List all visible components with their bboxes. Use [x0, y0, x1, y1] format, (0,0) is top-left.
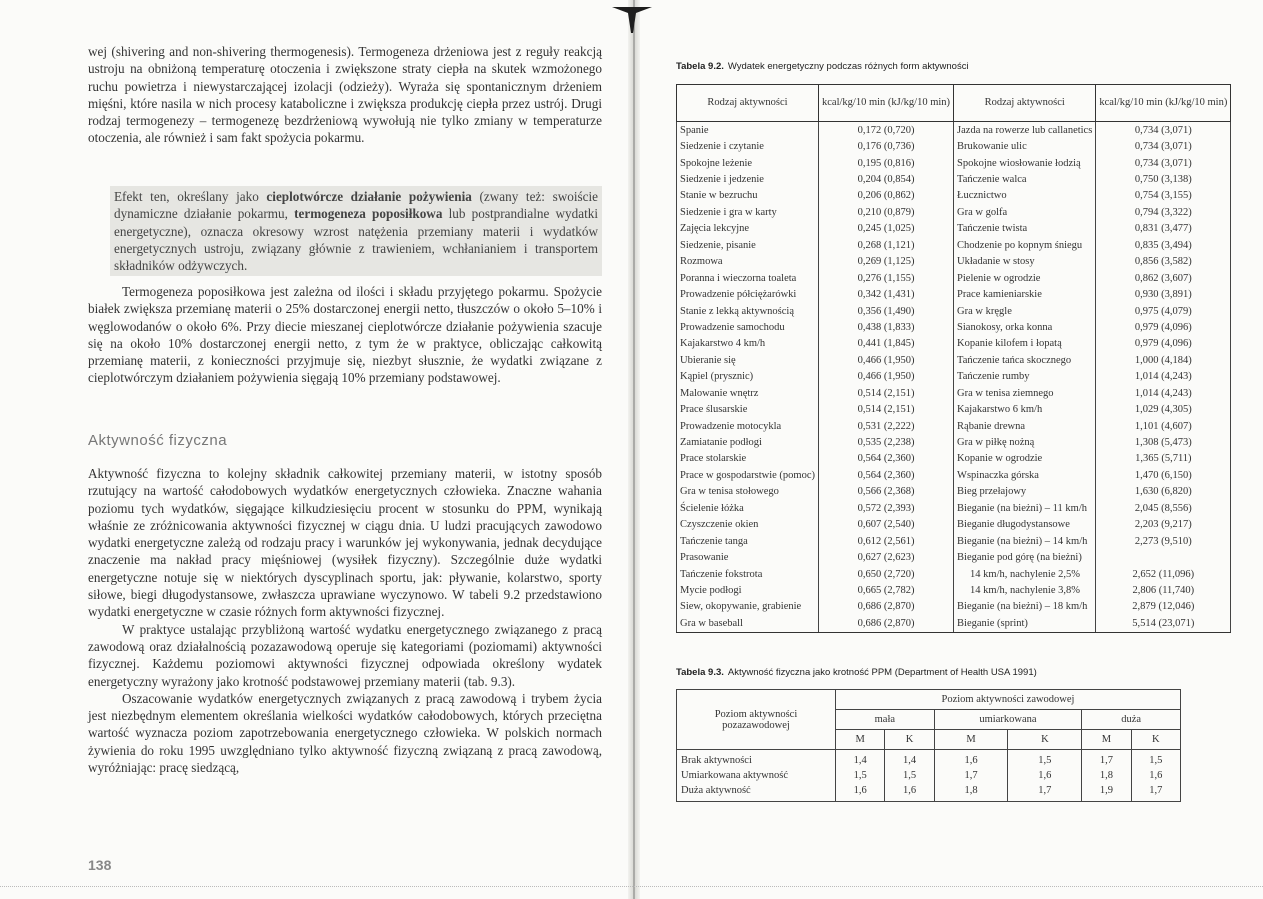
- value-cell: 0,438 (1,833): [819, 319, 954, 335]
- value-cell: 1,014 (4,243): [1096, 385, 1231, 401]
- box-text-3: lub postprandialne wydatki energetyczne), oznacza okresowy wzrost natężenia przemiany materii i wydatków energetycznych ustroju, związany głównie z trawieniem, wchłanianiem i transportem składników odżywczych.: [114, 206, 598, 274]
- table-row: [677, 401, 1231, 417]
- header-activity-right: Rodzaj aktywności: [954, 85, 1096, 122]
- activity-cell: Malowanie wnętrz: [677, 385, 819, 401]
- table-row: [677, 171, 1231, 187]
- activity-cell: Stanie w bezruchu: [677, 188, 819, 204]
- box-bold-1: cieplotwórcze działanie pożywienia: [266, 189, 472, 204]
- value-cell: 0,856 (3,582): [1096, 254, 1231, 270]
- highlight-box: [110, 186, 602, 276]
- activity-cell: Sianokosy, orka konna: [954, 319, 1096, 335]
- table-row: [677, 286, 1231, 302]
- header-value-left: kcal/kg/10 min (kJ/kg/10 min): [819, 85, 954, 122]
- value-cell: 0,627 (2,623): [819, 549, 954, 565]
- multiplier-cell: 1,7: [1008, 783, 1082, 802]
- sex-header: K: [1131, 730, 1180, 750]
- multiplier-cell: 1,5: [885, 768, 934, 783]
- value-cell: 0,650 (2,720): [819, 566, 954, 582]
- activity-cell: Bieganie długodystansowe: [954, 517, 1096, 533]
- value-cell: 0,195 (0,816): [819, 155, 954, 171]
- value-cell: 2,652 (11,096): [1096, 566, 1231, 582]
- value-cell: 2,806 (11,740): [1096, 582, 1231, 598]
- activity-cell: Kajakarstwo 4 km/h: [677, 336, 819, 352]
- activity-cell: Tańczenie tańca skocznego: [954, 352, 1096, 368]
- value-cell: 0,206 (0,862): [819, 188, 954, 204]
- multiplier-cell: 1,6: [1131, 768, 1180, 783]
- activity-cell: Tańczenie twista: [954, 221, 1096, 237]
- table-row: [677, 270, 1231, 286]
- table-9-2-title: Wydatek energetyczny podczas różnych form aktywności: [727, 61, 969, 72]
- table-row: [677, 336, 1231, 352]
- paragraph-activity: [88, 465, 602, 776]
- value-cell: 0,794 (3,322): [1096, 204, 1231, 220]
- header-value-right: kcal/kg/10 min (kJ/kg/10 min): [1096, 85, 1231, 122]
- activity-cell: Ubieranie się: [677, 352, 819, 368]
- value-cell: 0,975 (4,079): [1096, 303, 1231, 319]
- activity-cell: Spokojne wiosłowanie łodzią: [954, 155, 1096, 171]
- activity-cell: Prowadzenie motocykla: [677, 418, 819, 434]
- multiplier-cell: 1,9: [1082, 783, 1131, 802]
- activity-cell: Prasowanie: [677, 549, 819, 565]
- table-row: [677, 549, 1231, 565]
- value-cell: 0,342 (1,431): [819, 286, 954, 302]
- value-cell: 0,862 (3,607): [1096, 270, 1231, 286]
- value-cell: 2,045 (8,556): [1096, 500, 1231, 516]
- activity-cell: Rozmowa: [677, 254, 819, 270]
- activity-cell: Spokojne leżenie: [677, 155, 819, 171]
- activity-cell: Kąpiel (prysznic): [677, 369, 819, 385]
- table-row: [677, 188, 1231, 204]
- value-cell: 2,879 (12,046): [1096, 599, 1231, 615]
- paragraph-3: Aktywność fizyczna to kolejny składnik całkowitej przemiany materii, w istotny sposób rzutujący na wartość całodobowych wydatków energetycznych człowieka. Znaczne wahania poziomu tych wydatków, sięgające kilkudziesięciu procent w stosunku do PPM, wynikają właśnie ze zróżnicowania aktywności fizycznej w ciągu dnia. U ludzi pracujących zawodowo wydatki energetyczne zależą od rodzaju pracy i warunków jej wykonywania, jednak decydujące znaczenie ma nakład pracy mięśniowej (wysiłek fizyczny). Szczególnie duże wydatki energetyczne notuje się w niektórych dyscyplinach sportu, jak: pływanie, kolarstwo, sporty siłowe, biegi długodystansowe, zwłaszcza uprawiane wyczynowo. W tabeli 9.2 przedstawiono wydatki energetyczne w czasie różnych form aktywności fizycznej.: [88, 466, 602, 620]
- multiplier-cell: 1,5: [1131, 750, 1180, 769]
- value-cell: 0,734 (3,071): [1096, 155, 1231, 171]
- box-bold-2: termogeneza poposiłkowa: [294, 206, 443, 222]
- level-high: duża: [1082, 710, 1181, 730]
- table-row: [677, 533, 1231, 549]
- value-cell: 0,176 (0,736): [819, 138, 954, 154]
- activity-cell: Czyszczenie okien: [677, 517, 819, 533]
- table-row: [677, 517, 1231, 533]
- activity-cell: Bieganie (sprint): [954, 615, 1096, 632]
- activity-cell: Gra w tenisa ziemnego: [954, 385, 1096, 401]
- paragraph-4: W praktyce ustalając przybliżoną wartość wydatku energetycznego związanego z pracą zawodową oraz działalnością pozazawodową operuje się kategoriami (poziomami) aktywności fizycznej. Każdemu poziomowi aktywności fizycznej odpowiada określony wydatek energetyczny wyrażony jako krotność podstawowej przemiany materii (tab. 9.3).: [88, 621, 602, 689]
- table-row: [677, 582, 1231, 598]
- table-row: [677, 254, 1231, 270]
- sex-header: K: [885, 730, 934, 750]
- activity-cell: Prace w gospodarstwie (pomoc): [677, 467, 819, 483]
- activity-cell: Siew, okopywanie, grabienie: [677, 599, 819, 615]
- value-cell: 2,273 (9,510): [1096, 533, 1231, 549]
- activity-cell: Zajęcia lekcyjne: [677, 221, 819, 237]
- activity-cell: Pielenie w ogrodzie: [954, 270, 1096, 286]
- table-row: [677, 122, 1231, 139]
- value-cell: 1,014 (4,243): [1096, 369, 1231, 385]
- multiplier-cell: 1,5: [1008, 750, 1082, 769]
- table-row: [677, 451, 1231, 467]
- table-row: [677, 434, 1231, 450]
- multiplier-cell: 1,7: [934, 768, 1008, 783]
- table-row: [677, 385, 1231, 401]
- box-text-2: (zwany też: swoiście dynamiczne działanie pokarmu,: [114, 189, 598, 222]
- value-cell: 1,101 (4,607): [1096, 418, 1231, 434]
- multiplier-cell: 1,6: [836, 783, 885, 802]
- activity-level-cell: Brak aktywności: [677, 750, 836, 769]
- value-cell: 0,734 (3,071): [1096, 122, 1231, 139]
- value-cell: 0,930 (3,891): [1096, 286, 1231, 302]
- activity-cell: Siedzenie, pisanie: [677, 237, 819, 253]
- activity-cell: Prowadzenie samochodu: [677, 319, 819, 335]
- activity-cell: Zamiatanie podłogi: [677, 434, 819, 450]
- activity-cell: Siedzenie i gra w karty: [677, 204, 819, 220]
- value-cell: 0,466 (1,950): [819, 352, 954, 368]
- value-cell: 0,979 (4,096): [1096, 336, 1231, 352]
- value-cell: 0,750 (3,138): [1096, 171, 1231, 187]
- sex-header: K: [1008, 730, 1082, 750]
- value-cell: 0,466 (1,950): [819, 369, 954, 385]
- table-row: [677, 352, 1231, 368]
- activity-cell: Chodzenie po kopnym śniegu: [954, 237, 1096, 253]
- table-9-2-label: Tabela 9.2.: [676, 61, 724, 72]
- value-cell: 5,514 (23,071): [1096, 615, 1231, 632]
- value-cell: 0,276 (1,155): [819, 270, 954, 286]
- activity-cell: Spanie: [677, 122, 819, 139]
- row-header: Poziom aktywności pozazawodowej: [677, 690, 836, 750]
- table-row: [677, 599, 1231, 615]
- activity-cell: Kopanie w ogrodzie: [954, 451, 1096, 467]
- value-cell: 0,514 (2,151): [819, 385, 954, 401]
- activity-cell: Bieganie pod górę (na bieżni): [954, 549, 1096, 565]
- table-9-2-caption: [676, 61, 969, 72]
- value-cell: 0,754 (3,155): [1096, 188, 1231, 204]
- table-row: [677, 615, 1231, 632]
- activity-cell: Tańczenie walca: [954, 171, 1096, 187]
- activity-cell: Gra w baseball: [677, 615, 819, 632]
- table-9-2: [676, 84, 1231, 633]
- table-row: [677, 418, 1231, 434]
- sex-header: M: [1082, 730, 1131, 750]
- value-cell: 0,269 (1,125): [819, 254, 954, 270]
- value-cell: 0,831 (3,477): [1096, 221, 1231, 237]
- activity-cell: Bieganie (na bieżni) – 14 km/h: [954, 533, 1096, 549]
- activity-cell: Gra w golfa: [954, 204, 1096, 220]
- multiplier-cell: 1,5: [836, 768, 885, 783]
- value-cell: 0,665 (2,782): [819, 582, 954, 598]
- level-moderate: umiarkowana: [934, 710, 1082, 730]
- activity-cell: Wspinaczka górska: [954, 467, 1096, 483]
- value-cell: 1,365 (5,711): [1096, 451, 1231, 467]
- activity-cell: Jazda na rowerze lub callanetics: [954, 122, 1096, 139]
- value-cell: 0,686 (2,870): [819, 599, 954, 615]
- value-cell: 0,564 (2,360): [819, 467, 954, 483]
- table-row: [677, 221, 1231, 237]
- activity-cell: Układanie w stosy: [954, 254, 1096, 270]
- table-row: [677, 500, 1231, 516]
- table-row: [677, 204, 1231, 220]
- multiplier-cell: 1,6: [885, 783, 934, 802]
- multiplier-cell: 1,4: [885, 750, 934, 769]
- activity-level-cell: Umiarkowana aktywność: [677, 768, 836, 783]
- value-cell: 1,000 (4,184): [1096, 352, 1231, 368]
- table-row: [677, 768, 1181, 783]
- value-cell: 1,308 (5,473): [1096, 434, 1231, 450]
- value-cell: 0,204 (0,854): [819, 171, 954, 187]
- paragraph-5: Oszacowanie wydatków energetycznych związanych z pracą zawodową i trybem życia jest niezbędnym elementem określania wielkości wydatków całodobowych, których przeciętna wartość wyznacza poziom zapotrzebowania energetycznego człowieka. W polskich normach żywienia do roku 1995 uwzględniano tylko aktywność fizyczną związaną z pracą zawodową, wyróżniając: pracę siedzącą,: [88, 690, 602, 776]
- activity-cell: 14 km/h, nachylenie 2,5%: [954, 566, 1096, 582]
- page-edge: [0, 886, 1263, 888]
- value-cell: 0,572 (2,393): [819, 500, 954, 516]
- value-cell: 0,734 (3,071): [1096, 138, 1231, 154]
- table-9-2-body: [677, 122, 1231, 633]
- activity-cell: Tańczenie tanga: [677, 533, 819, 549]
- activity-cell: Łucznictwo: [954, 188, 1096, 204]
- level-low: mała: [836, 710, 935, 730]
- table-row: [677, 467, 1231, 483]
- activity-cell: Poranna i wieczorna toaleta: [677, 270, 819, 286]
- activity-cell: Siedzenie i czytanie: [677, 138, 819, 154]
- activity-cell: Bieganie (na bieżni) – 11 km/h: [954, 500, 1096, 516]
- group-header: Poziom aktywności zawodowej: [836, 690, 1181, 710]
- table-9-3-group-row: [677, 690, 1181, 710]
- paragraph-postprandial: Termogeneza poposiłkowa jest zależna od ilości i składu przyjętego pokarmu. Spożycie białek zwiększa przemianę materii o 25% dostarczonej energii netto, tłuszczów o około 5–10% i węglowodanów o około 6%. Przy diecie mieszanej cieplotwórcze działanie pożywienia szacuje się na około 10% dostarczonej energii netto, z tym że w praktyce, obliczając całkowitą przemianę materii, z konieczności przyjmuje się, niezbyt słusznie, że wydatki związane z cieplotwórczym działaniem pożywienia sięgają 10% przemiany podstawowej.: [88, 284, 602, 386]
- multiplier-cell: 1,7: [1131, 783, 1180, 802]
- sex-header: M: [836, 730, 885, 750]
- value-cell: 0,356 (1,490): [819, 303, 954, 319]
- activity-cell: Prace stolarskie: [677, 451, 819, 467]
- table-row: [677, 319, 1231, 335]
- value-cell: 2,203 (9,217): [1096, 517, 1231, 533]
- value-cell: 0,210 (0,879): [819, 204, 954, 220]
- table-row: [677, 138, 1231, 154]
- activity-cell: Tańczenie fokstrota: [677, 566, 819, 582]
- book-gutter: [628, 0, 640, 899]
- activity-cell: Prace ślusarskie: [677, 401, 819, 417]
- activity-cell: Bieg przełajowy: [954, 484, 1096, 500]
- header-activity-left: Rodzaj aktywności: [677, 85, 819, 122]
- activity-cell: Gra w tenisa stołowego: [677, 484, 819, 500]
- table-9-2-header-row: [677, 85, 1231, 122]
- value-cell: 0,514 (2,151): [819, 401, 954, 417]
- table-9-3-title: Aktywność fizyczna jako krotność PPM (Department of Health USA 1991): [727, 667, 1037, 678]
- activity-cell: Stanie z lekką aktywnością: [677, 303, 819, 319]
- activity-level-cell: Duża aktywność: [677, 783, 836, 802]
- table-row: [677, 369, 1231, 385]
- value-cell: 0,686 (2,870): [819, 615, 954, 632]
- table-row: [677, 155, 1231, 171]
- table-row: [677, 750, 1181, 769]
- activity-cell: Prowadzenie półciężarówki: [677, 286, 819, 302]
- value-cell: 0,612 (2,561): [819, 533, 954, 549]
- table-9-3-caption: [676, 667, 1037, 678]
- section-heading: Aktywność fizyczna: [88, 432, 228, 449]
- value-cell: 0,441 (1,845): [819, 336, 954, 352]
- value-cell: 0,245 (1,025): [819, 221, 954, 237]
- activity-cell: Siedzenie i jedzenie: [677, 171, 819, 187]
- value-cell: 1,470 (6,150): [1096, 467, 1231, 483]
- activity-cell: Kopanie kilofem i łopatą: [954, 336, 1096, 352]
- value-cell: 0,531 (2,222): [819, 418, 954, 434]
- activity-cell: Rąbanie drewna: [954, 418, 1096, 434]
- paragraph-thermogenesis: wej (shivering and non-shivering thermogenesis). Termogeneza drżeniowa jest z reguły reakcją ustroju na obniżoną temperaturę otoczenia i zwiększone straty ciepła na skutek wzmożonego ruchu powietrza i niewystarczającej izolacji (odzieży). Wyraża się spontanicznym drżeniem mięśni, które nasila w nich procesy kataboliczne i zwiększa produkcję ciepła przez ustrój. Drugi rodzaj termogenezy – termogenezę bezdrżeniową wywołują nie tylko zmiany w temperaturze otoczenia, ale również i sam fakt spożycia pokarmu.: [88, 44, 602, 146]
- table-row: [677, 303, 1231, 319]
- table-row: [677, 783, 1181, 802]
- activity-cell: Gra w piłkę nożną: [954, 434, 1096, 450]
- table-9-3-label: Tabela 9.3.: [676, 667, 724, 678]
- table-row: [677, 484, 1231, 500]
- table-row: [677, 566, 1231, 582]
- page-number: 138: [88, 857, 112, 873]
- value-cell: 0,268 (1,121): [819, 237, 954, 253]
- table-9-3-body: [677, 750, 1181, 802]
- activity-cell: Mycie podłogi: [677, 582, 819, 598]
- activity-cell: 14 km/h, nachylenie 3,8%: [954, 582, 1096, 598]
- sex-header: M: [934, 730, 1008, 750]
- activity-cell: Kajakarstwo 6 km/h: [954, 401, 1096, 417]
- multiplier-cell: 1,6: [934, 750, 1008, 769]
- activity-cell: Gra w kręgle: [954, 303, 1096, 319]
- multiplier-cell: 1,8: [1082, 768, 1131, 783]
- value-cell: 0,172 (0,720): [819, 122, 954, 139]
- left-page: [0, 0, 630, 899]
- value-cell: 1,029 (4,305): [1096, 401, 1231, 417]
- activity-cell: Prace kamieniarskie: [954, 286, 1096, 302]
- activity-cell: Brukowanie ulic: [954, 138, 1096, 154]
- value-cell: 0,564 (2,360): [819, 451, 954, 467]
- table-row: [677, 237, 1231, 253]
- multiplier-cell: 1,7: [1082, 750, 1131, 769]
- multiplier-cell: 1,8: [934, 783, 1008, 802]
- multiplier-cell: 1,4: [836, 750, 885, 769]
- box-text-1: Efekt ten, określany jako: [114, 189, 267, 204]
- value-cell: [1096, 549, 1231, 565]
- multiplier-cell: 1,6: [1008, 768, 1082, 783]
- value-cell: 0,607 (2,540): [819, 517, 954, 533]
- value-cell: 0,535 (2,238): [819, 434, 954, 450]
- value-cell: 0,566 (2,368): [819, 484, 954, 500]
- activity-cell: Tańczenie rumby: [954, 369, 1096, 385]
- value-cell: 1,630 (6,820): [1096, 484, 1231, 500]
- value-cell: 0,835 (3,494): [1096, 237, 1231, 253]
- value-cell: 0,979 (4,096): [1096, 319, 1231, 335]
- activity-cell: Bieganie (na bieżni) – 18 km/h: [954, 599, 1096, 615]
- activity-cell: Ścielenie łóżka: [677, 500, 819, 516]
- table-9-3: [676, 689, 1181, 802]
